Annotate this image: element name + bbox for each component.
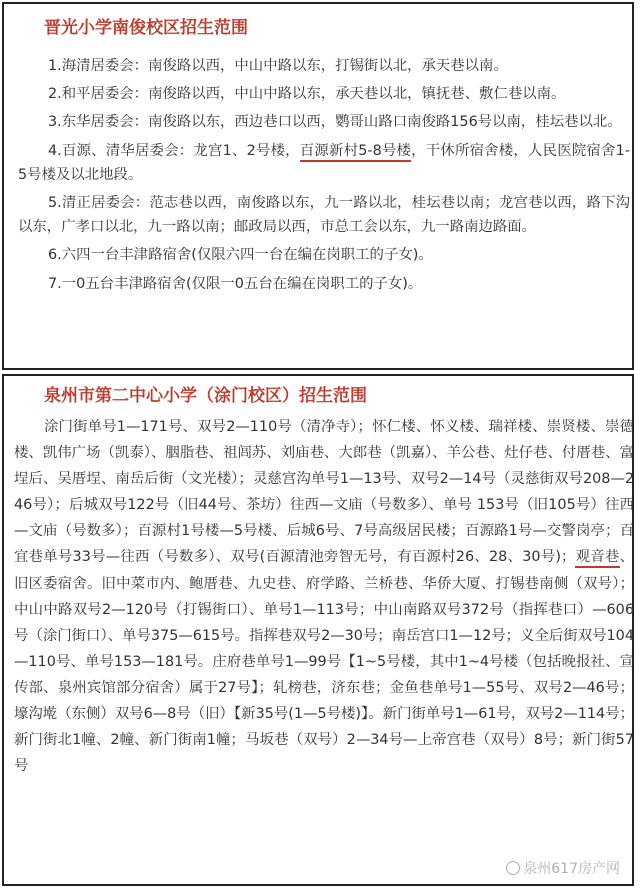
list-item-2: 2.和平居委会：南俊路以西，中山中路以东，承天巷以北，镇抚巷、敷仁巷以南。: [48, 86, 566, 103]
section2-body-after: 、旧区委宿舍。旧中菜市内、鲍厝巷、九史巷、府学路、兰桥巷、华侨大厦、打锡巷南侧（双号）；中山中路双号2—120号（打锡街口）、单号1—113号；中山南路双号372号（指挥巷口）—606号（涂门街口）、单号375—615号。指挥巷双号2—30号；南岳宫口1—12号；义全后街双号104—110号、单号153—181号。庄府巷单号1—99号【1~5号楼，其中1~4号楼（包括晚报社、宣传部、泉州宾馆部分宿舍）属于27号】；轧榜巷，济东巷；金鱼巷单号1—55号、双号2—46号；壕沟墘（东侧）双号6—8号（旧）【新35号(1—5号楼)】。新门街单号1—61号，双号2—114号；新门街北1幢、2幢、新门街南1幢；马坂巷（双号）2—34号—上帝宫巷（双号）8号；新门街57号: [14, 549, 634, 775]
list-item-7: 7.一0五台丰津路宿舍(仅限一0五台在编在岗职工的子女)。: [48, 275, 423, 292]
watermark: [504, 858, 622, 878]
section2-body-before: 涂门街单号1—171号、双号2—110号（清净寺）；怀仁楼、怀义楼、瑞祥楼、崇贤楼、崇德楼、凯伟广场（凯泰）、胭脂巷、祖闾苏、刘庙巷、大郎巷（凯嘉）、羊公巷、灶仔巷、付厝巷、富埕后、吴厝埕、南岳后街（文光楼）；灵慈宫沟单号1—13号、双号2—14号（灵慈街双号208—246号）；后城双号122号（旧44号、茶坊）往西—文庙（号数多）、单号 153号（旧105号）往西—文庙（号数多）；百源村1号楼—5号楼、后城6号、7号高级居民楼；百源路1号—交警岗亭；百宜巷单号33号—往西（号数多）、双号(百源清池旁智无号，有百源村26、28、30号)；: [14, 419, 634, 566]
section1-list: [18, 54, 630, 300]
watermark-logo-icon: [506, 861, 520, 875]
underlined-text-guanyin: 观音巷: [575, 549, 619, 568]
underlined-text-baiyuan: 百源新村5-8号楼: [300, 143, 411, 162]
list-item-4-after: ，干休所宿舍楼，人民医院宿舍1-5号楼及以北地段。: [18, 142, 630, 183]
list-item-3: 3.东华居委会：南俊路以东，西边巷口以西，鹦哥山路口南俊路156号以南，桂坛巷以北。: [48, 114, 622, 131]
watermark-text: 泉州617房产网: [523, 861, 620, 877]
section2-body: [14, 414, 634, 779]
section2-title: 泉州市第二中心小学（涂门校区）招生范围: [44, 386, 367, 406]
list-item-6: 6.六四一台丰津路宿舍(仅限六四一台在编在岗职工的子女)。: [48, 247, 433, 264]
list-item-4: [18, 139, 630, 187]
panel-jinguang-nanjun: [2, 2, 634, 370]
section1-title: 晋光小学南俊校区招生范围: [44, 18, 248, 38]
list-item-5: 5.清正居委会：范志巷以西，南俊路以东，九一路以北，桂坛巷以南；龙宫巷以西，路下沟以东，广孝口以北，九一路以南；邮政局以西，市总工会以东，九一路南边路面。: [18, 195, 630, 236]
list-item-1: 1.海清居委会：南俊路以西，中山中路以东，打锡街以北，承天巷以南。: [48, 58, 508, 74]
panel-quanzhou-tumen: [2, 374, 634, 886]
list-item-4-before: 4.百源、清华居委会：龙宫1、2号楼，: [48, 142, 300, 159]
